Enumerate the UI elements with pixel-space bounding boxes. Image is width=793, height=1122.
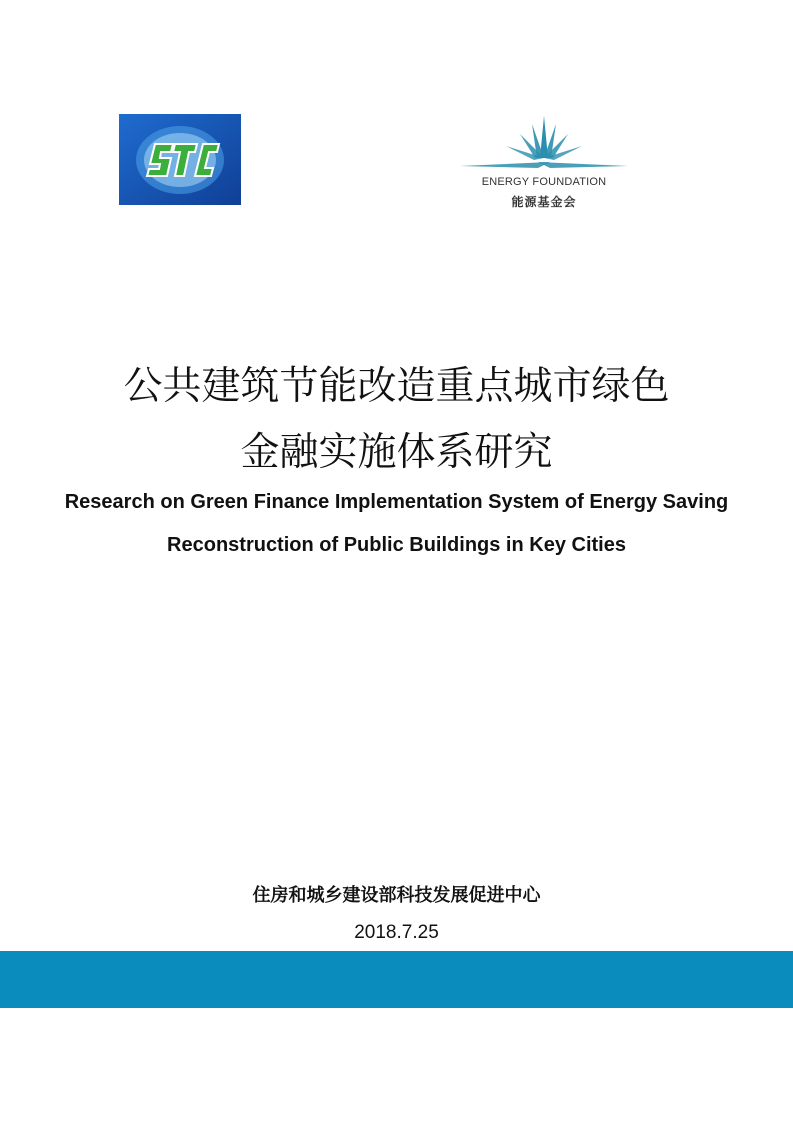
energy-foundation-name-cn: 能源基金会 [511, 195, 577, 209]
title-cn-line2: 金融实施体系研究 [240, 430, 553, 475]
energy-foundation-logo [458, 112, 638, 212]
title-cn-line1: 公共建筑节能改造重点城市绿色 [123, 364, 670, 409]
organization-name: 住房和城乡建设部科技发展促进中心 [252, 885, 541, 906]
stc-logo [119, 114, 241, 205]
footer-color-band [0, 951, 793, 1008]
title-en-line2: Reconstruction of Public Buildings in Key Cities [167, 534, 626, 556]
starburst-icon [458, 112, 630, 174]
energy-foundation-name-en: ENERGY FOUNDATION [481, 176, 607, 188]
report-date: 2018.7.25 [354, 922, 439, 943]
title-en-line1: Research on Green Finance Implementation System of Energy Saving [64, 491, 729, 513]
